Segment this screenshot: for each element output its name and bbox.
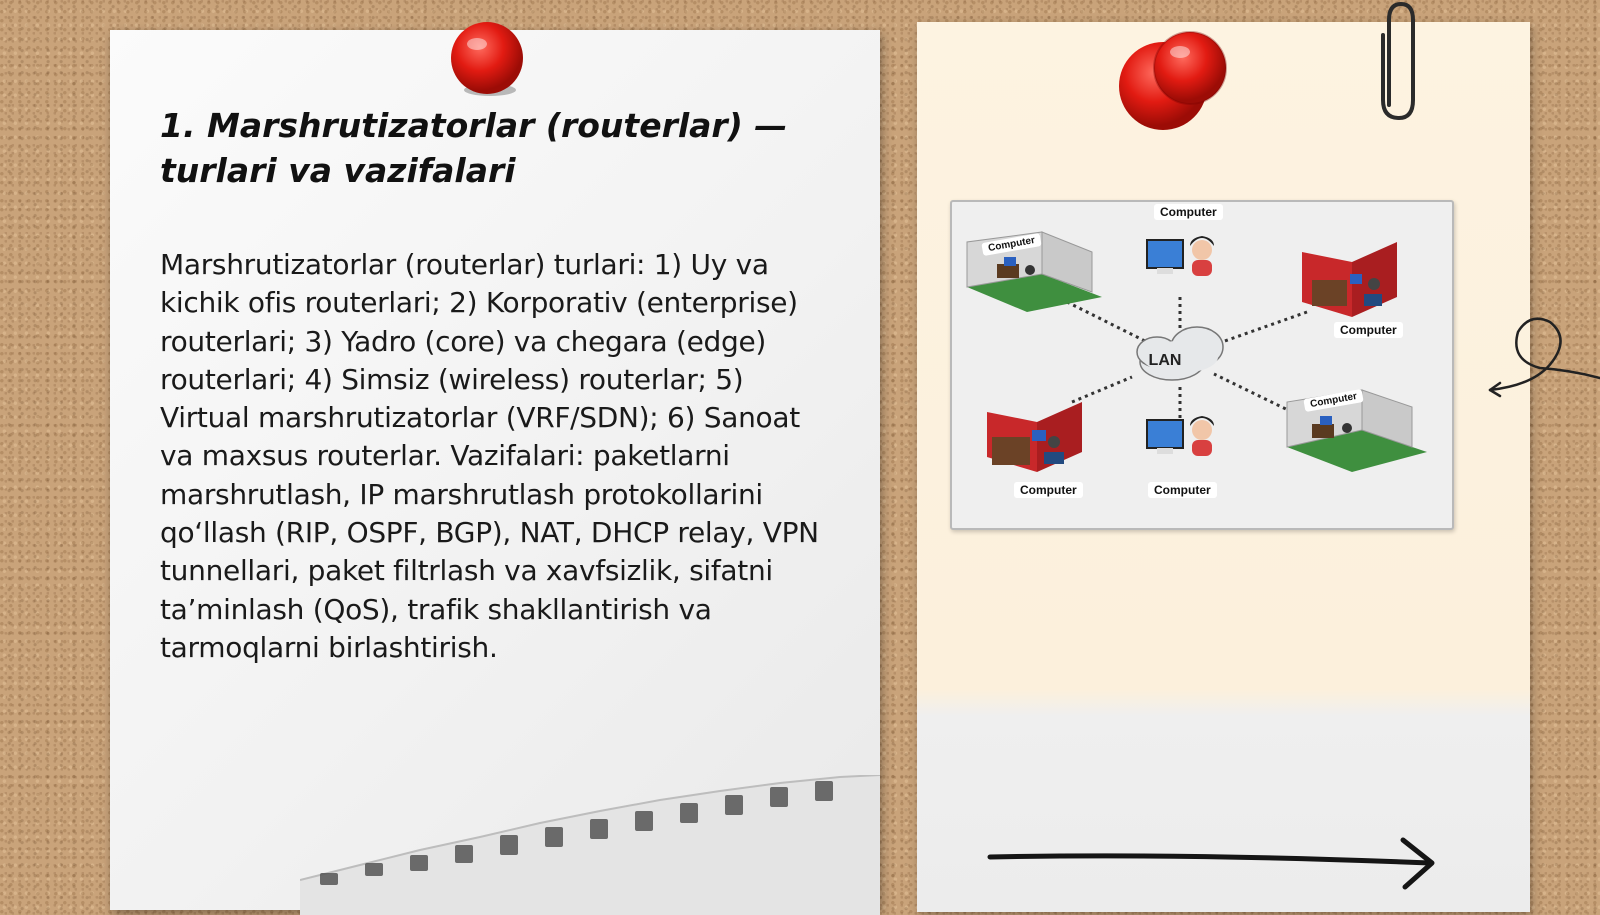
computer-caption: Computer	[1148, 482, 1217, 498]
doodle-loop-arrow	[1480, 310, 1600, 410]
arrow-right-icon[interactable]	[985, 835, 1445, 895]
slide-body-text: Marshrutizatorlar (routerlar) turlari: 1) Uy va kichik ofis routerlari; 2) Korporativ (enterprise) routerlari; 3) Yadro (core) va chegara (edge) routerlari; 4) Simsiz (wireless) routerlar; 5) Virtual marshrutizatorlar (VRF/SDN); 6) Sanoat va maxsus routerlar. Vazifalari: paketlarni marshrutlash, IP marshrutlash protokollarini qo‘llash (RIP, OSPF, BGP), NAT, DHCP relay, VPN tunnellari, paket filtrlash va xavfsizlik, sifatni ta’minlash (QoS), trafik shakllantirish va tarmoqlarni birlashtirish.	[160, 248, 819, 664]
torn-paper-edge	[300, 775, 880, 915]
computer-caption: Computer	[1303, 389, 1364, 412]
lan-label: LAN	[1148, 352, 1182, 369]
lan-network-diagram	[950, 200, 1454, 530]
office-room-icon	[1302, 242, 1397, 317]
user-computer-icon	[1147, 236, 1214, 276]
paperclip-icon	[1375, 0, 1419, 125]
computer-caption: Computer	[1334, 322, 1403, 338]
lan-diagram-graphics	[952, 202, 1452, 528]
office-room-icon	[987, 402, 1082, 472]
user-computer-icon	[1147, 416, 1214, 456]
computer-caption: Computer	[1154, 204, 1223, 220]
pushpin-icon	[447, 18, 529, 100]
pushpin-icon	[1118, 28, 1238, 138]
slide-title: 1. Marshrutizatorlar (routerlar) — turlari va vazifalari	[160, 106, 788, 190]
computer-caption: Computer	[1014, 482, 1083, 498]
computer-caption: Computer	[981, 233, 1042, 256]
